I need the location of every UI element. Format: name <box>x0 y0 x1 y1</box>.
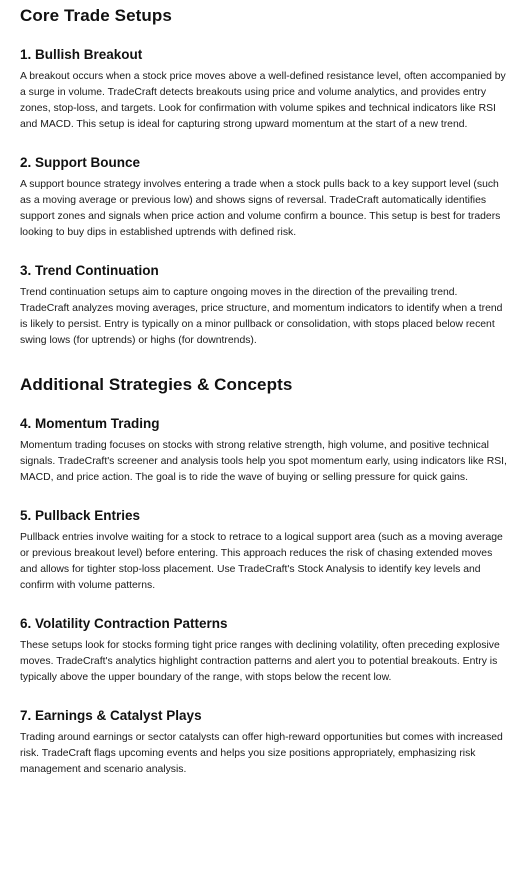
core-setups-heading: Core Trade Setups <box>20 6 172 25</box>
setup-title: 4. Momentum Trading <box>20 416 160 431</box>
setup-description: Pullback entries involve waiting for a stock to retrace to a logical support area (such as a moving average or previous breakout level) before entering. This approach reduces the risk of chasing extended moves and allows for tighter stop-loss placement. Use TradeCraft's Stock Analysis to identify key levels and confirm with volume patterns. <box>20 532 503 591</box>
setup-description: Trend continuation setups aim to capture ongoing moves in the direction of the prevailing trend. TradeCraft analyzes moving averages, price structure, and momentum indicators to identify when a trend is likely to persist. Entry is typically on a minor pullback or consolidation, with stops placed below recent swing lows (for uptrends) or highs (for downtrends). <box>20 287 503 346</box>
setup-pullback-entries <box>20 508 508 594</box>
setup-title: 6. Volatility Contraction Patterns <box>20 616 228 631</box>
setup-description: These setups look for stocks forming tight price ranges with declining volatility, often preceding explosive moves. TradeCraft's analytics highlight contraction patterns and alert you to potential breakouts. Entry is typically above the upper boundary of the range, with stops below the recent low. <box>20 640 500 683</box>
setup-title: 1. Bullish Breakout <box>20 47 143 62</box>
setup-volatility-contraction <box>20 616 508 686</box>
setup-title: 5. Pullback Entries <box>20 508 141 523</box>
additional-strategies-heading: Additional Strategies & Concepts <box>20 375 293 394</box>
setup-title: 7. Earnings & Catalyst Plays <box>20 708 202 723</box>
setup-title: 2. Support Bounce <box>20 155 141 170</box>
setup-momentum-trading <box>20 416 508 486</box>
setup-description: A support bounce strategy involves entering a trade when a stock pulls back to a key support level (such as a moving average or previous low) and shows signs of reversal. TradeCraft automatically identifies support zones and signals when price action and volume confirm a bounce. This setup is best for traders looking to buy dips in established uptrends with defined risk. <box>20 179 501 238</box>
setup-trend-continuation <box>20 263 508 349</box>
setup-bullish-breakout <box>20 47 508 133</box>
setup-title: 3. Trend Continuation <box>20 263 159 278</box>
setup-description: A breakout occurs when a stock price moves above a well-defined resistance level, often accompanied by a surge in volume. TradeCraft detects breakouts using price and volume analytics, and provides entry zones, stop-loss, and targets. Look for confirmation with volume spikes and technical indicators like RSI and MACD. This setup is ideal for capturing strong upward momentum at the start of a new trend. <box>20 71 506 130</box>
setup-description: Momentum trading focuses on stocks with strong relative strength, high volume, and positive technical signals. TradeCraft's screener and analysis tools help you spot momentum early, using indicators like RSI, MACD, and price action. The goal is to ride the wave of buying or selling pressure for quick gains. <box>20 440 507 483</box>
setup-description: Trading around earnings or sector catalysts can offer high-reward opportunities but comes with increased risk. TradeCraft flags upcoming events and helps you size positions appropriately, emphasizing risk management and scenario analysis. <box>20 732 503 775</box>
setup-support-bounce <box>20 155 508 241</box>
setup-earnings-catalyst <box>20 708 508 778</box>
